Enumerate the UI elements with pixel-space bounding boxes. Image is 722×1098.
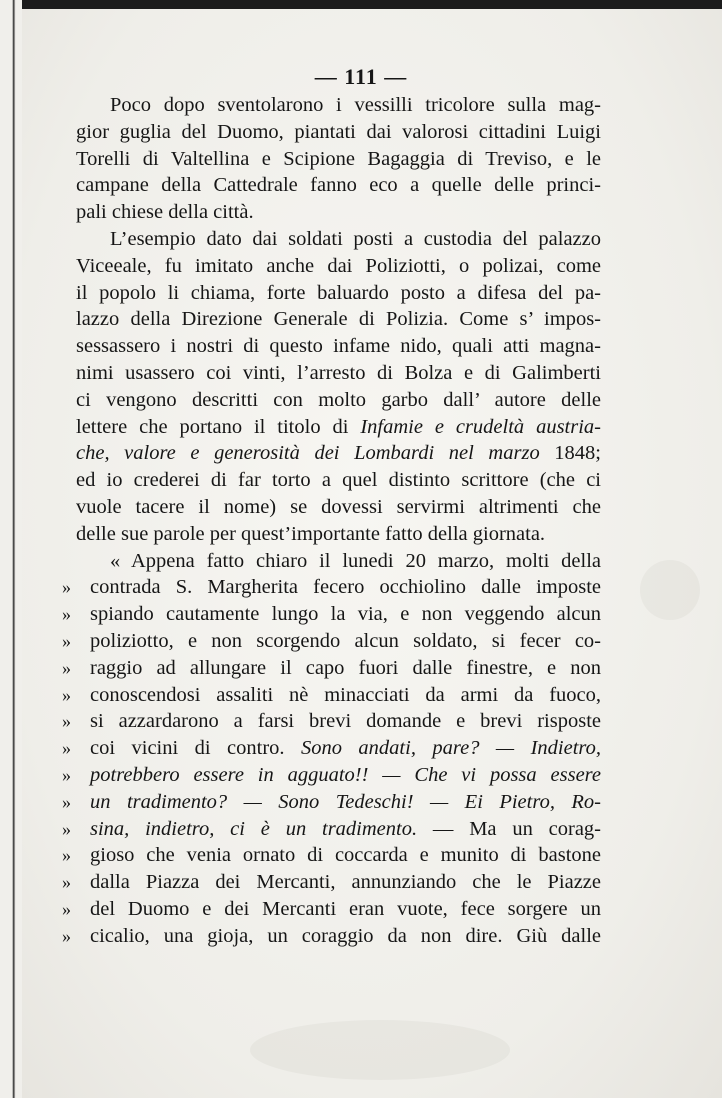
line-text: vuole tacere il nome) se dovessi servirmi altrimenti che: [76, 495, 601, 518]
text-line: [62, 896, 601, 923]
text-line: [76, 494, 601, 521]
line-text: « Appena fatto chiaro il lunedi 20 marzo, molti della: [110, 549, 601, 572]
quote-mark: »: [62, 898, 71, 919]
line-text: nimi usassero coi vinti, l’arresto di Bolza e di Galimberti: [76, 361, 601, 384]
line-text: L’esempio dato dai soldati posti a custodia del palazzo: [110, 227, 601, 250]
italic-text: che, valore e generosità dei Lombardi nel marzo: [76, 442, 540, 465]
quote-mark: »: [62, 684, 71, 705]
page-binding-edge: [0, 0, 22, 1098]
text-line: [76, 387, 601, 414]
line-text: dalla Piazza dei Mercanti, annunziando che le Piazze: [90, 871, 601, 894]
italic-text: Infamie e crudeltà austria-: [360, 415, 601, 438]
text-line: [76, 306, 601, 333]
text-line: [62, 655, 601, 682]
line-text: pali chiese della città.: [76, 201, 254, 224]
text-line: [76, 414, 601, 441]
quote-mark: »: [62, 657, 71, 678]
text-line: [62, 574, 601, 601]
text-line: [62, 601, 601, 628]
page-number: — 111 —: [314, 64, 408, 89]
quote-mark: »: [62, 818, 71, 839]
line-text: 1848;: [539, 442, 601, 465]
line-text: delle sue parole per quest’importante fatto della giornata.: [76, 522, 546, 545]
text-line: [76, 199, 601, 226]
text-line: [62, 869, 601, 896]
quote-mark: »: [62, 791, 71, 812]
line-text: gior guglia del Duomo, piantati dai valorosi cittadini Luigi: [76, 120, 601, 143]
line-text: coi vicini di contro.: [90, 737, 301, 760]
text-line: [62, 735, 602, 762]
text-line: [62, 762, 601, 789]
italic-text: potrebbero essere in agguato!! — Che vi possa essere: [90, 763, 601, 786]
line-text: poliziotto, e non scorgendo alcun soldato, si fecer co-: [90, 629, 601, 652]
text-line: [76, 521, 601, 548]
text-line: [62, 923, 601, 950]
text-line: [76, 280, 601, 307]
text-line: [62, 842, 601, 869]
italic-text: sina, indietro, ci è un tradimento.: [90, 817, 418, 840]
line-text: spiando cautamente lungo la via, e non veggendo alcun: [90, 603, 601, 626]
quote-mark: »: [62, 630, 71, 651]
line-text: Torelli di Valtellina e Scipione Bagaggia di Treviso, e le: [76, 147, 601, 170]
quote-mark: »: [62, 604, 71, 625]
text-line: [76, 548, 601, 575]
line-text: Viceeale, fu imitato anche dai Poliziotti, o polizai, come: [76, 254, 601, 277]
line-text: conoscendosi assaliti nè minacciati da armi da fuoco,: [90, 683, 601, 706]
text-line: [76, 333, 601, 360]
text-line: [76, 146, 601, 173]
line-text: — Ma un corag-: [417, 817, 601, 840]
text-line: [76, 360, 601, 387]
line-text: gioso che venia ornato di coccarda e munito di bastone: [90, 844, 601, 867]
line-text: si azzardarono a farsi brevi domande e brevi risposte: [90, 710, 601, 733]
text-line: [76, 119, 601, 146]
text-line: [76, 92, 601, 119]
line-text: sessassero i nostri di questo infame nido, quali atti magna-: [76, 335, 601, 358]
quote-mark: »: [62, 577, 71, 598]
italic-text: Sono andati, pare? — Indietro,: [300, 737, 602, 760]
text-line: [76, 467, 601, 494]
text-line: [76, 172, 601, 199]
quote-mark: »: [62, 711, 71, 732]
italic-text: un tradimento? — Sono Tedeschi! — Ei Pietro, Ro-: [90, 790, 601, 813]
line-text: campane della Cattedrale fanno eco a quelle delle princi-: [76, 174, 601, 197]
page-top-edge: [0, 0, 722, 9]
paper-stain: [250, 1020, 510, 1080]
body-text: [62, 92, 602, 950]
line-text: Poco dopo sventolarono i vessilli tricolore sulla mag-: [110, 94, 601, 116]
text-line: [76, 226, 601, 253]
line-text: lettere che portano il titolo di: [76, 415, 361, 438]
line-text: del Duomo e dei Mercanti eran vuote, fece sorgere un: [90, 897, 601, 920]
line-text: ed io crederei di far torto a quel distinto scrittore (che ci: [76, 469, 601, 492]
text-line: [62, 682, 601, 709]
line-text: il popolo li chiama, forte baluardo posto a difesa del pa-: [76, 281, 601, 304]
text-line: [62, 816, 601, 843]
line-text: contrada S. Margherita fecero occhiolino dalle imposte: [90, 576, 601, 599]
text-line: [76, 440, 601, 467]
paper-stain: [640, 560, 700, 620]
quote-mark: »: [62, 845, 71, 866]
quote-mark: »: [62, 872, 71, 893]
line-text: lazzo della Direzione Generale di Polizia. Come s’ impos-: [76, 308, 601, 331]
text-line: [62, 628, 601, 655]
quote-mark: »: [62, 764, 71, 785]
line-text: ci vengono descritti con molto garbo dall’ autore delle: [76, 388, 601, 411]
text-line: [62, 789, 601, 816]
line-text: raggio ad allungare il capo fuori dalle finestre, e non: [90, 656, 601, 679]
quote-mark: »: [62, 738, 71, 759]
text-line: [62, 708, 601, 735]
text-line: [76, 253, 601, 280]
quote-mark: »: [62, 925, 71, 946]
line-text: cicalio, una gioja, un coraggio da non dire. Giù dalle: [90, 924, 601, 947]
